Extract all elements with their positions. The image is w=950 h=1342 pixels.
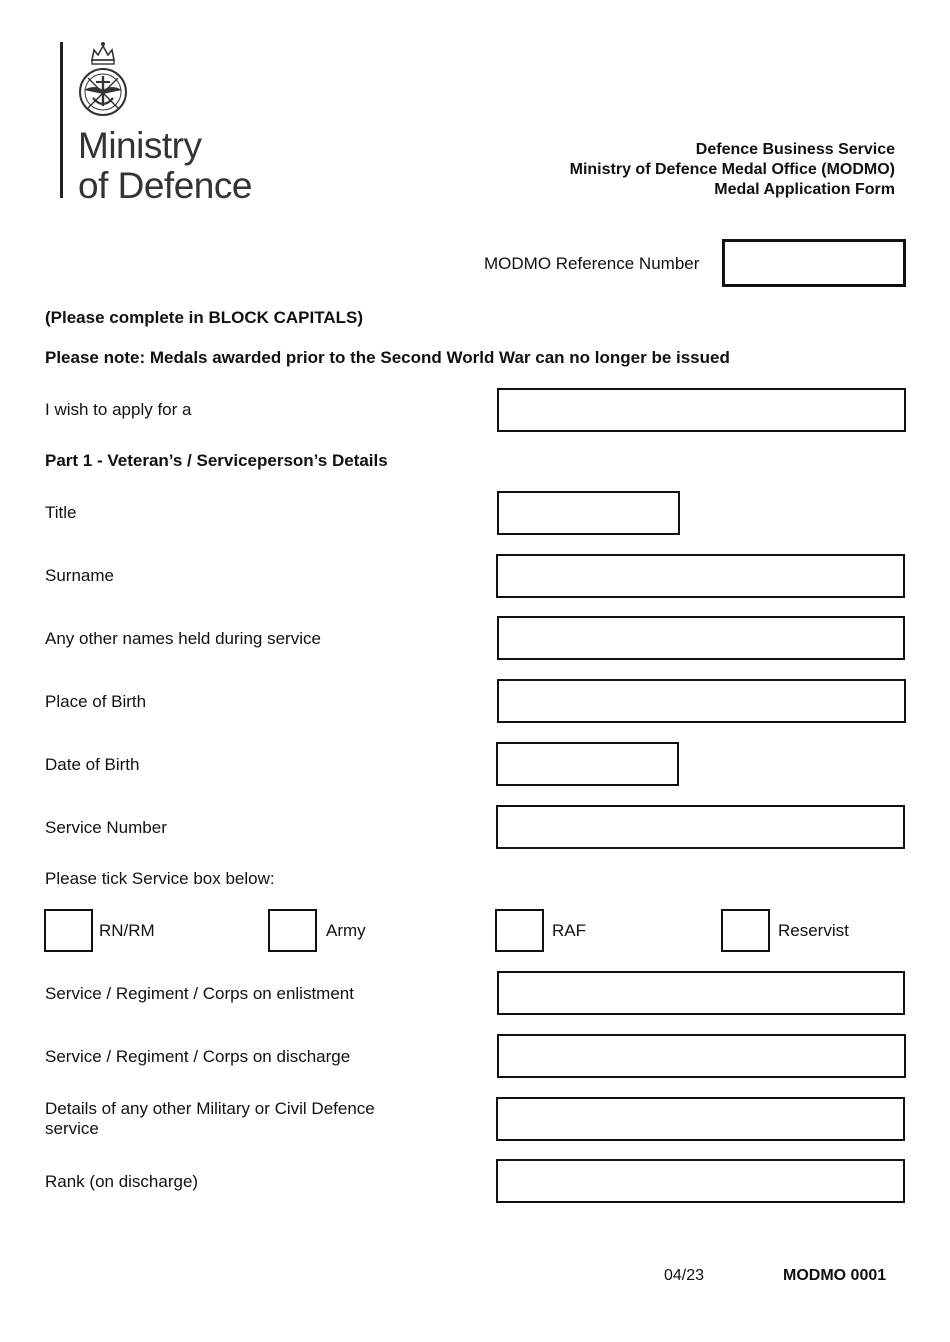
discharge-input[interactable] (497, 1034, 906, 1078)
block-capitals-instruction: (Please complete in BLOCK CAPITALS) (45, 308, 364, 327)
medal-note: Please note: Medals awarded prior to the Second World War can no longer be issued (45, 348, 730, 367)
army-label: Army (326, 921, 366, 940)
rn-rm-checkbox[interactable] (44, 909, 93, 952)
header-line-2: Ministry of Defence Medal Office (MODMO) (569, 161, 895, 178)
date-of-birth-input[interactable] (496, 742, 679, 786)
place-of-birth-label: Place of Birth (45, 692, 147, 711)
title-label: Title (45, 503, 77, 522)
logo-wordmark (78, 126, 252, 206)
rank-input[interactable] (496, 1159, 905, 1203)
raf-label: RAF (552, 921, 586, 940)
place-of-birth-input[interactable] (497, 679, 906, 723)
part1-heading: Part 1 - Veteran’s / Serviceperson’s Details (45, 451, 388, 470)
raf-checkbox[interactable] (495, 909, 544, 952)
discharge-label: Service / Regiment / Corps on discharge (45, 1047, 351, 1066)
enlistment-label: Service / Regiment / Corps on enlistment (45, 984, 354, 1003)
logo-line-1: Ministry (78, 125, 202, 166)
enlistment-input[interactable] (497, 971, 905, 1015)
title-input[interactable] (497, 491, 680, 535)
header-line-1: Defence Business Service (695, 141, 895, 158)
header-line-3: Medal Application Form (714, 181, 895, 198)
reservist-label: Reservist (778, 921, 849, 940)
other-names-label: Any other names held during service (45, 629, 321, 648)
apply-input[interactable] (497, 388, 906, 432)
other-names-input[interactable] (497, 616, 905, 660)
service-tick-label: Please tick Service box below: (45, 869, 275, 888)
logo-line-2: of Defence (78, 165, 252, 206)
crest-icon (74, 40, 132, 120)
logo-divider (60, 42, 63, 198)
date-of-birth-label: Date of Birth (45, 755, 140, 774)
rn-rm-label: RN/RM (99, 921, 155, 940)
reservist-checkbox[interactable] (721, 909, 770, 952)
surname-input[interactable] (496, 554, 905, 598)
other-service-input[interactable] (496, 1097, 905, 1141)
footer-form-code: MODMO 0001 (783, 1267, 887, 1284)
surname-label: Surname (45, 566, 114, 585)
reference-label: MODMO Reference Number (484, 254, 700, 273)
other-service-label: Details of any other Military or Civil Defence service (45, 1099, 375, 1138)
apply-label: I wish to apply for a (45, 400, 192, 419)
army-checkbox[interactable] (268, 909, 317, 952)
rank-label: Rank (on discharge) (45, 1172, 199, 1191)
reference-input[interactable] (722, 239, 906, 287)
service-number-input[interactable] (496, 805, 905, 849)
footer-date: 04/23 (664, 1267, 705, 1284)
service-number-label: Service Number (45, 818, 167, 837)
